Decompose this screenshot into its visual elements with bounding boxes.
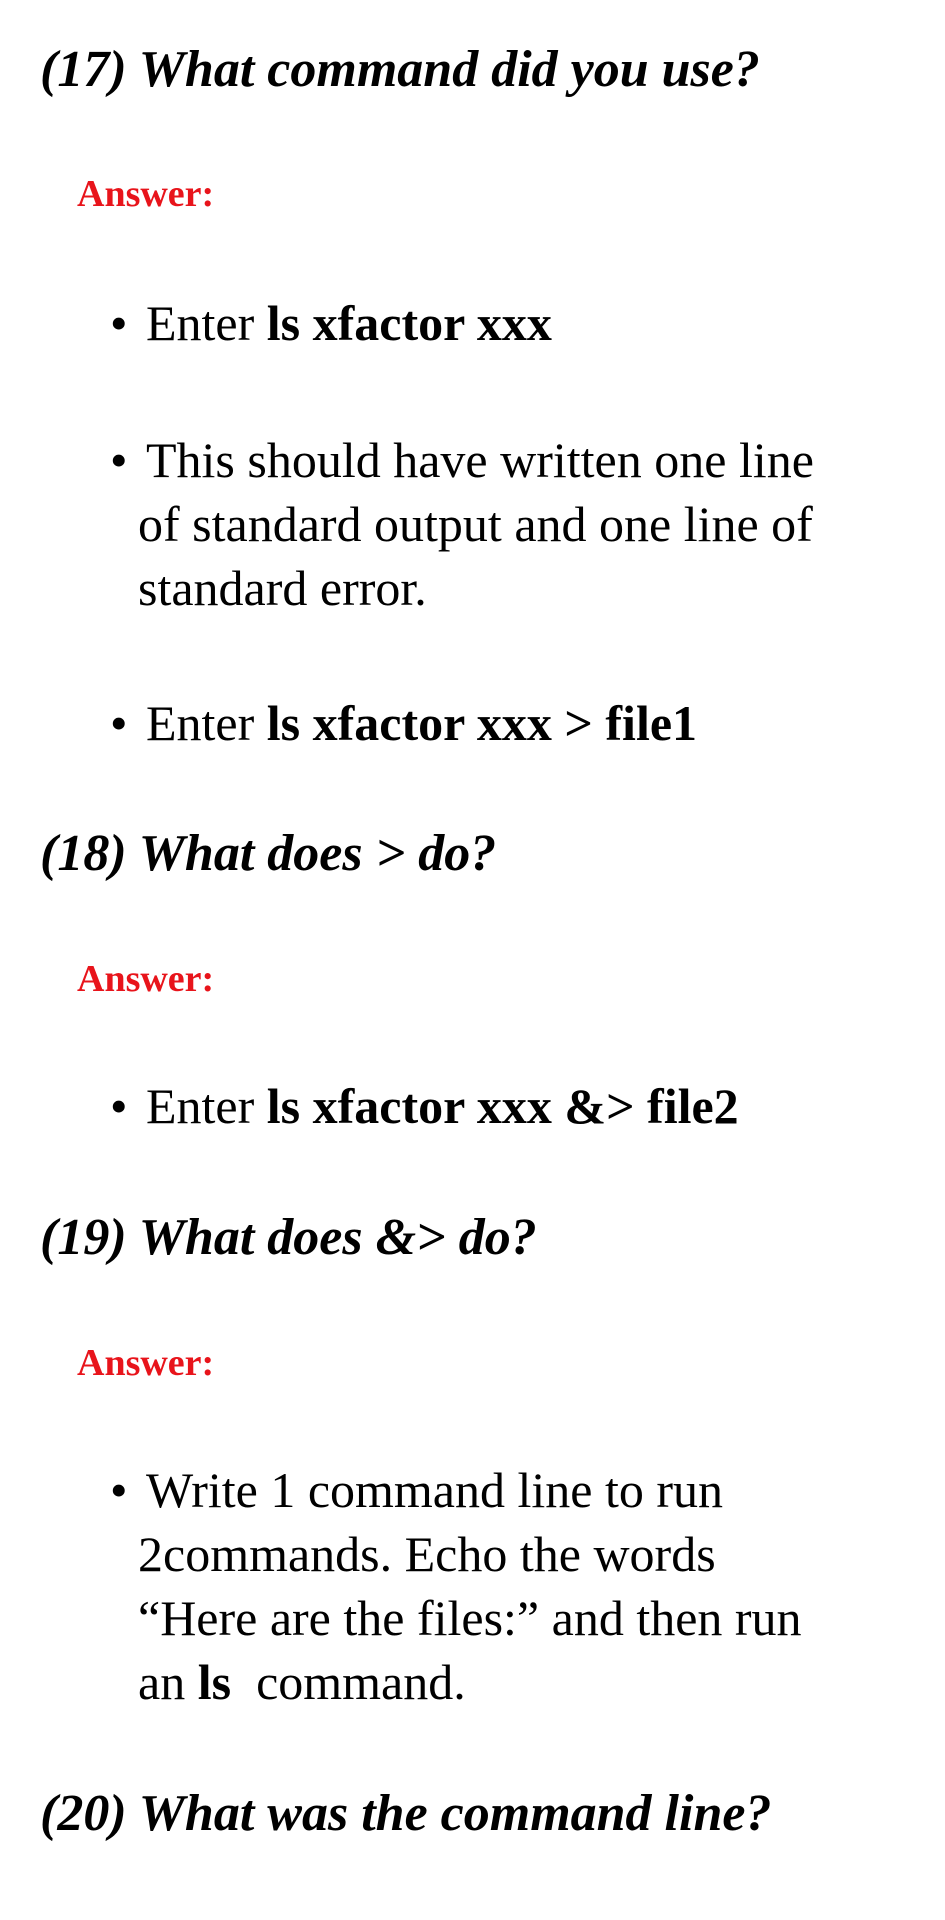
bullet-line: 2commands. Echo the words [138,1526,716,1582]
question-19-bullet-1 [110,1458,910,1714]
bullet-prefix: Enter [146,295,267,351]
bullet-prefix: Enter [146,695,267,751]
question-19-heading: (19) What does &> do? [40,1209,537,1266]
question-18-heading: (18) What does > do? [40,825,497,882]
question-18-answer-label: Answer: [77,958,215,1000]
bullet-dot-icon: • [110,695,128,751]
question-19-answer-label: Answer: [77,1342,215,1384]
question-17-answer-label: Answer: [77,173,215,215]
question-17-bullet-3 [110,691,910,755]
bullet-dot-icon: • [110,1462,128,1518]
bullet-line: “Here are the files:” and then run [138,1590,802,1646]
bullet-line: Write 1 command line to run [146,1462,724,1518]
bullet-dot-icon: • [110,432,128,488]
bullet-prefix: an [138,1654,198,1710]
question-18-bullet-1 [110,1074,910,1138]
bullet-line: standard error. [138,560,427,616]
question-17-heading: (17) What command did you use? [40,41,760,98]
command-text: ls xfactor xxx > file1 [266,695,698,751]
command-text: ls xfactor xxx &> file2 [266,1078,739,1134]
bullet-dot-icon: • [110,295,128,351]
question-17-bullet-1 [110,291,910,355]
bullet-dot-icon: • [110,1078,128,1134]
question-17-bullet-2 [110,428,910,620]
bullet-prefix: Enter [146,1078,267,1134]
command-text: ls [197,1654,232,1710]
command-text: ls xfactor xxx [266,295,552,351]
bullet-line: of standard output and one line of [138,496,813,552]
bullet-suffix: command. [231,1654,466,1710]
question-20-heading: (20) What was the command line? [40,1785,772,1842]
bullet-line [138,1650,910,1714]
bullet-line: This should have written one line [146,432,814,488]
